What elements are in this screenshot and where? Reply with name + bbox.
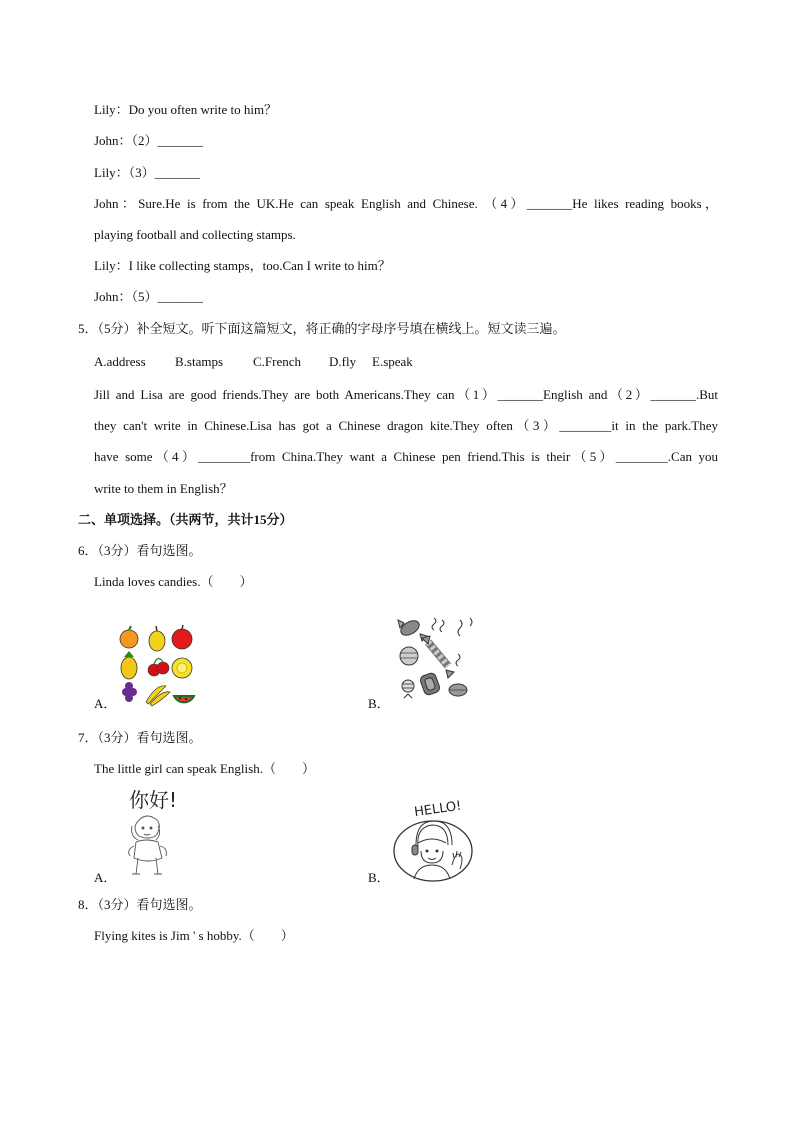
q5-passage-line-3: have some（4）________from China.They want a Chinese pen friend.This is their（5）________.Can you (94, 449, 718, 464)
q7-sentence: The little girl can speak English.（ ） (94, 761, 315, 776)
bubble-a-text: 你好! (129, 788, 178, 812)
dialogue-line-4: John：Sure.He is from the UK.He can speak English and Chinese. （4）_______He likes reading books， (94, 196, 718, 211)
q6-stem: 6．（3分）看句选图。 (78, 543, 202, 558)
q5-option-a: A.address (94, 354, 146, 369)
section-heading: 二、单项选择。（共两节，共计15分） (78, 512, 293, 527)
q6-sentence: Linda loves candies.（ ） (94, 574, 253, 589)
q8-sentence: Flying kites is Jim ' s hobby.（ ） (94, 928, 294, 943)
dialogue-line-5: playing football and collecting stamps. (94, 227, 296, 242)
dialogue-line-2: John：（2）_______ (94, 133, 204, 148)
q5-option-e: E.speak (372, 354, 413, 369)
dialogue-line-7: John：（5）_______ (94, 289, 204, 304)
fruits-picture (116, 624, 200, 713)
q5-option-b: B.stamps (175, 354, 224, 369)
girl-saying-nihao-picture (116, 786, 196, 887)
dialogue-line-6: Lily：I like collecting stamps，too.Can I write to him？ (94, 258, 391, 273)
q6-option-a-label: A． (94, 696, 117, 711)
q6-option-b-label: B． (368, 696, 390, 711)
q5-passage-line-4: write to them in English？ (94, 481, 233, 496)
girl-saying-hello-picture (390, 795, 476, 888)
q5-passage-line-2: they can't write in Chinese.Lisa has got a Chinese dragon kite.They often（3）________it in the park.They (94, 418, 718, 433)
q8-stem: 8．（3分）看句选图。 (78, 897, 202, 912)
dialogue-line-1: Lily：Do you often write to him？ (94, 102, 278, 117)
q7-option-b-label: B． (368, 870, 390, 885)
dialogue-line-3: Lily：（3）_______ (94, 165, 201, 180)
q7-option-a-label: A． (94, 870, 117, 885)
candies-picture (394, 614, 478, 713)
q5-option-d: D.fly (329, 354, 357, 369)
bubble-b-text: HELLO! (413, 798, 463, 821)
q5-passage-line-1: Jill and Lisa are good friends.They are both Americans.They can（1）_______English and（2）_______.But (94, 387, 718, 402)
q5-stem: 5．（5分）补全短文。听下面这篇短文，将正确的字母序号填在横线上。短文读三遍。 (78, 321, 566, 336)
q7-stem: 7．（3分）看句选图。 (78, 730, 202, 745)
q5-option-c: C.French (253, 354, 302, 369)
